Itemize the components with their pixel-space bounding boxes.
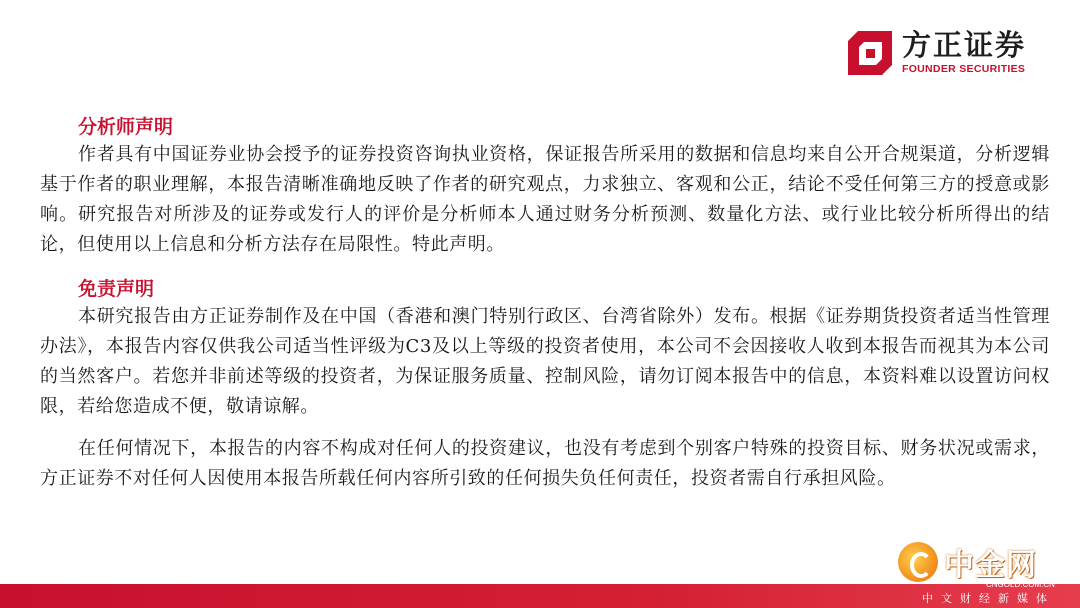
disclaimer-heading: 免责声明	[78, 278, 155, 300]
logo-chinese-name: 方正证券	[901, 28, 1026, 62]
watermark-name: 中金网	[944, 548, 1037, 583]
disclaimer-paragraph-2: 在任何情况下，本报告的内容不构成对任何人的投资建议，也没有考虑到个别客户特殊的投资目标、财务状况或需求，方正证券不对任何人因使用本报告所载任何内容所引致的任何损失负任何责任，投资者需自行承担风险。	[40, 438, 1050, 489]
logo-english-name: FOUNDER SECURITIES	[901, 63, 1026, 75]
cngold-watermark	[898, 540, 1070, 604]
founder-logo-mark-icon	[848, 31, 892, 75]
disclaimer-paragraph-1: 本研究报告由方正证券制作及在中国（香港和澳门特别行政区、台湾省除外）发布。根据《证券期货投资者适当性管理办法》，本报告内容仅供我公司适当性评级为C3及以上等级的投资者使用，本公司不会因接收人收到本报告而视其为本公司的当然客户。若您并非前述等级的投资者，为保证服务质量、控制风险，请勿订阅本报告中的信息，本资料难以设置访问权限，若给您造成不便，敬请谅解。	[40, 306, 1050, 417]
logo-text	[902, 30, 1026, 75]
analyst-statement-section	[40, 114, 1050, 260]
document-body	[40, 114, 1050, 494]
founder-securities-logo	[848, 30, 1026, 75]
disclaimer-section	[40, 276, 1050, 494]
watermark-domain: CNGOLD.COM.CN	[986, 580, 1055, 589]
cngold-coin-icon	[898, 542, 938, 582]
analyst-statement-heading: 分析师声明	[78, 116, 174, 138]
watermark-slogan: 中文财经新媒体	[922, 592, 1055, 605]
analyst-statement-text: 作者具有中国证券业协会授予的证券投资咨询执业资格，保证报告所采用的数据和信息均来自公开合规渠道，分析逻辑基于作者的职业理解，本报告清晰准确地反映了作者的研究观点，力求独立、客观和公正，结论不受任何第三方的授意或影响。研究报告对所涉及的证券或发行人的评价是分析师本人通过财务分析预测、数量化方法、或行业比较分析所得出的结论，但使用以上信息和分析方法存在局限性。特此声明。	[40, 144, 1050, 255]
